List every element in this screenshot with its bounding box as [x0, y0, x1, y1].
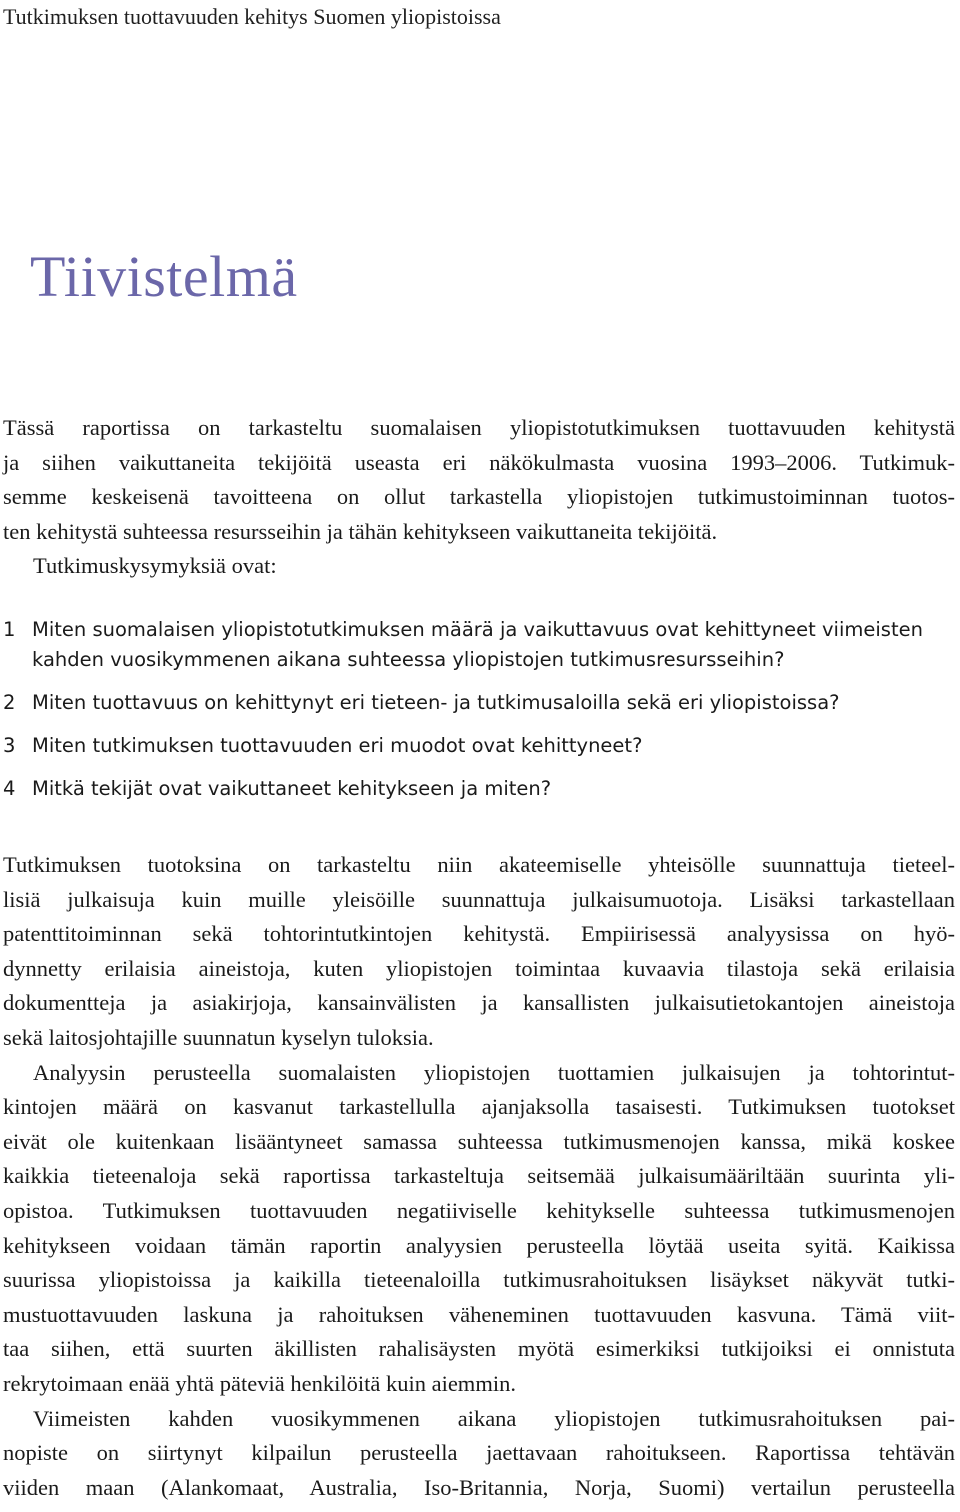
body-line: lisiä julkaisuja kuin muille yleisöille suunnattuja julkaisumuotoja. Lisäksi tarkastellaan	[3, 886, 955, 912]
body-text	[3, 848, 955, 1505]
body-line: mustuottavuuden laskuna ja rahoituksen väheneminen tuottavuuden kasvuna. Tämä viit-	[3, 1301, 955, 1327]
question-item	[3, 688, 955, 718]
body-line: Tutkimuksen tuotoksina on tarkasteltu niin akateemiselle yhteisölle suunnattuja tieteel-	[3, 852, 955, 877]
body-line: taa siihen, että suurten äkillisten rahalisäysten myötä esimerkiksi tutkijoiksi ei onnistuta	[3, 1336, 955, 1362]
question-item	[3, 731, 955, 761]
body-line: nopiste on siirtynyt kilpailun perusteella jaettavaan rahoitukseen. Raportissa tehtävän	[3, 1440, 955, 1466]
running-header: Tutkimuksen tuottavuuden kehitys Suomen yliopistoissa	[3, 4, 501, 29]
body-line: kehitykseen voidaan tämän raportin analyysien perusteella löytää useita syitä. Kaikissa	[3, 1232, 955, 1258]
question-item	[3, 615, 955, 675]
body-line: kaikkia tieteenaloja sekä raportissa tarkasteltuja seitsemää julkaisumääriltään suurinta yli-	[3, 1163, 955, 1189]
intro-line: semme keskeisenä tavoitteena on ollut tarkastella yliopistojen tutkimustoiminnan tuotos-	[3, 484, 955, 510]
question-text: Mitkä tekijät ovat vaikuttaneet kehitykseen ja miten?	[32, 777, 552, 800]
intro-paragraph	[3, 411, 955, 584]
intro-line: Tässä raportissa on tarkasteltu suomalaisen yliopistotutkimuksen tuottavuuden kehitystä	[3, 415, 955, 440]
body-line: dokumentteja ja asiakirjoja, kansainvälisten ja kansallisten julkaisutietokantojen aineistoja	[3, 990, 955, 1016]
intro-line: Tutkimuskysymyksiä ovat:	[33, 553, 277, 579]
body-line: viiden maan (Alankomaat, Australia, Iso-Britannia, Norja, Suomi) vertailun perusteella	[3, 1474, 955, 1500]
question-line: kahden vuosikymmenen aikana suhteessa yliopistojen tutkimusresursseihin?	[32, 648, 785, 671]
question-line: Miten suomalaisen yliopistotutkimuksen määrä ja vaikuttavuus ovat kehittyneet viimeisten	[32, 618, 923, 641]
body-line: patenttitoiminnan sekä tohtorintutkintojen kehitystä. Empiirisessä analyysissa on hyö-	[3, 921, 955, 947]
body-line: opistoa. Tutkimuksen tuottavuuden negatiiviselle kehitykselle suhteessa tutkimusmenojen	[3, 1197, 955, 1223]
question-item	[3, 774, 955, 804]
body-line: kintojen määrä on kasvanut tarkastellulla ajanjaksolla tasaisesti. Tutkimuksen tuotokset	[3, 1094, 955, 1120]
body-line: eivät ole kuitenkaan lisääntyneet samassa suhteessa tutkimusmenojen kanssa, mikä koskee	[3, 1128, 955, 1154]
body-line: rekrytoimaan enää yhtä päteviä henkilöitä kuin aiemmin.	[3, 1370, 516, 1396]
research-questions-list	[3, 615, 955, 817]
page-title: Tiivistelmä	[30, 244, 298, 309]
question-text	[32, 615, 955, 675]
question-text: Miten tutkimuksen tuottavuuden eri muodot ovat kehittyneet?	[32, 734, 643, 757]
body-line: sekä laitosjohtajille suunnatun kyselyn tuloksia.	[3, 1024, 434, 1050]
question-number: 3	[3, 734, 16, 757]
body-line: Analyysin perusteella suomalaisten yliopistojen tuottamien julkaisujen ja tohtorintut-	[33, 1059, 955, 1085]
question-text: Miten tuottavuus on kehittynyt eri tieteen- ja tutkimusaloilla sekä eri yliopistoissa?	[32, 691, 840, 714]
question-number: 4	[3, 777, 16, 800]
body-line: dynnetty erilaisia aineistoja, kuten yliopistojen toimintaa kuvaavia tilastoja sekä erilaisia	[3, 955, 955, 981]
intro-line: ten kehitystä suhteessa resursseihin ja tähän kehitykseen vaikuttaneita tekijöitä.	[3, 518, 718, 544]
body-line: Viimeisten kahden vuosikymmenen aikana yliopistojen tutkimusrahoituksen pai-	[33, 1405, 955, 1431]
question-number: 2	[3, 691, 16, 714]
question-number: 1	[3, 618, 16, 641]
intro-line: ja siihen vaikuttaneita tekijöitä useasta eri näkökulmasta vuosina 1993–2006. Tutkimuk-	[3, 449, 955, 475]
body-line: suurissa yliopistoissa ja kaikilla tieteenaloilla tutkimusrahoituksen lisäykset näkyvät tutki-	[3, 1267, 955, 1293]
